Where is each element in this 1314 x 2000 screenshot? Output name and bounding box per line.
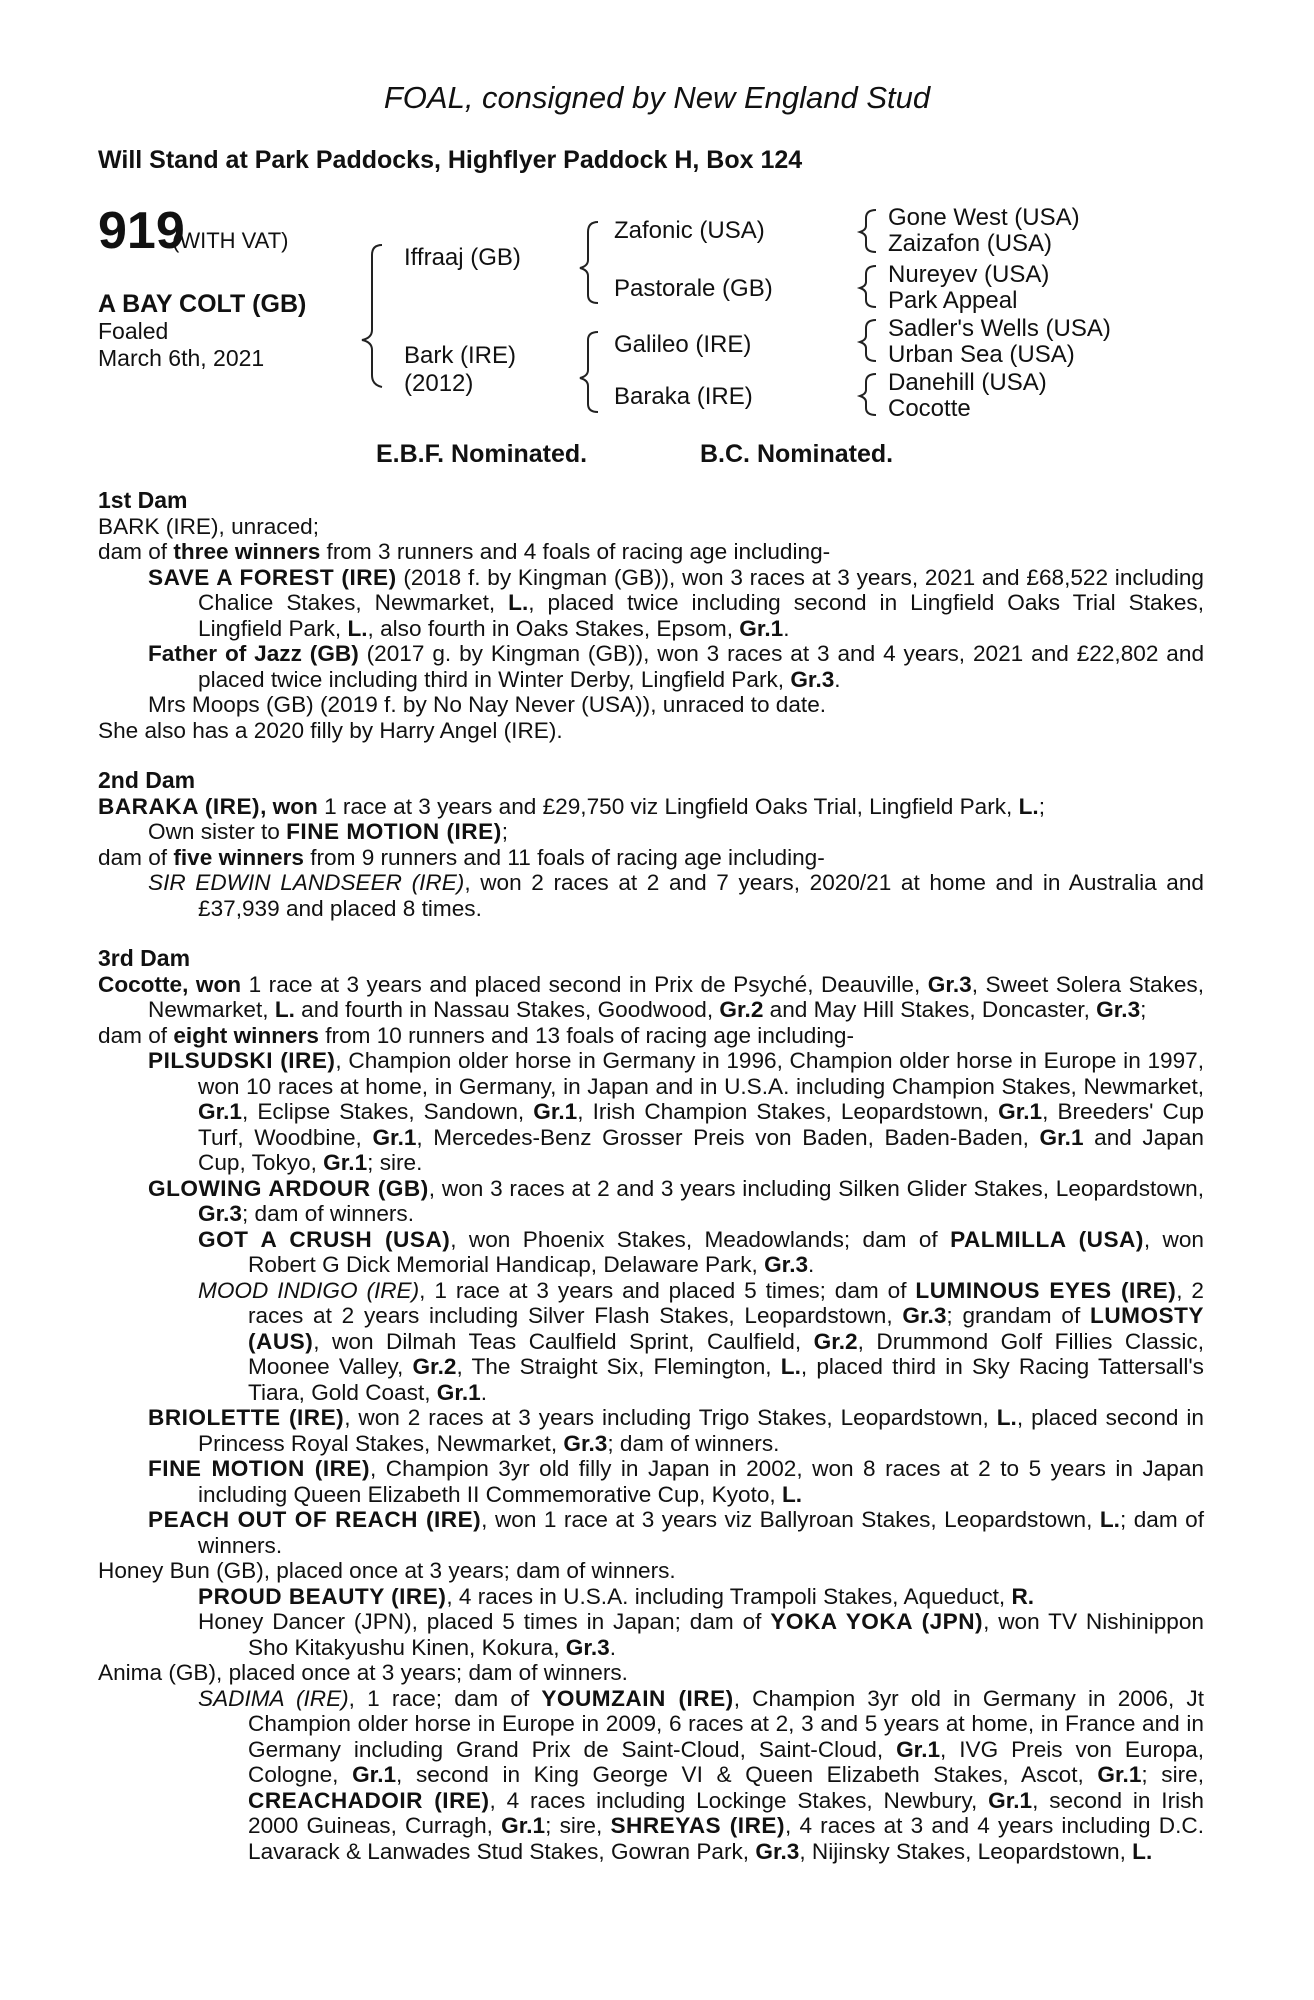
second-dam-progeny-1: SIR EDWIN LANDSEER (IRE), won 2 races at 2 and 7 years, 2020/21 at home and in Australia and £37,939 and placed 8 times. [148,870,1204,921]
brace-gen2-upper [580,222,598,303]
progeny-sadima: SADIMA (IRE), 1 race; dam of YOUMZAIN (IRE), Champion 3yr old in Germany in 2006, Jt Champion older horse in Europe in 2009, 6 races at 2, 3 and 5 years at home, in France and in Germany including Grand Prix de Saint-Cloud, Saint-Cloud, Gr.1, IVG Preis von Europa, Cologne, Gr.1, second in King George VI & Queen Elizabeth Stakes, Ascot, Gr.1; sire, CREACHADOIR (IRE), 4 races including Lockinge Stakes, Newbury, Gr.1, second in Irish 2000 Guineas, Curragh, Gr.1; sire, SHREYAS (IRE), 4 races at 3 and 4 years including D.C. Lavarack & Lanwades Stud Stakes, Gowran Park, Gr.3, Nijinsky Stakes, Leopardstown, L. [198,1685,1204,1864]
brace-gen3-4 [860,374,876,415]
pedigree-g5: Sadler's Wells (USA) [888,315,1111,342]
third-dam-heading: 3rd Dam [98,945,191,971]
brace-gen2-lower [580,332,598,412]
pedigree-dam-dam: Baraka (IRE) [614,383,753,410]
progeny-mood-indigo: MOOD INDIGO (IRE), 1 race at 3 years and placed 5 times; dam of LUMINOUS EYES (IRE), 2 races at 2 years including Silver Flash Stakes, Leopardstown, Gr.3; grandam of LUMOSTY (AUS), won Dilmah Teas Caulfield Sprint, Caulfield, Gr.2, Drummond Golf Fillies Classic, Moonee Valley, Gr.2, The Straight Six, Flemington, L., placed third in Sky Racing Tattersall's Tiara, Gold Coast, Gr.1. [198,1277,1204,1405]
pedigree-sire-dam: Pastorale (GB) [614,275,773,302]
first-dam-note: She also has a 2020 filly by Harry Angel (IRE). [98,717,563,743]
first-dam-progeny-3: Mrs Moops (GB) (2019 f. by No Nay Never (USA)), unraced to date. [148,692,827,717]
stand-location: Will Stand at Park Paddocks, Highflyer Paddock H, Box 124 [98,146,803,174]
foaled-label: Foaled [98,318,169,344]
progeny-proud-beauty: PROUD BEAUTY (IRE), 4 races in U.S.A. including Trampoli Stakes, Aqueduct, R. [198,1583,1035,1609]
bc-nominated: B.C. Nominated. [700,440,894,468]
pedigree-g1: Gone West (USA) [888,204,1080,231]
brace-gen3-1 [860,210,876,252]
pedigree-g4: Park Appeal [888,287,1018,314]
pedigree-dam-year: (2012) [404,370,474,397]
pedigree-g8: Cocotte [888,395,971,422]
progeny-pilsudski: PILSUDSKI (IRE), Champion older horse in Germany in 1996, Champion older horse in Europe in 1997, won 10 races at home, in Germany, in Japan and in U.S.A. including Champion Stakes, Newmarket, Gr.1, Eclipse Stakes, Sandown, Gr.1, Irish Champion Stakes, Leopardstown, Gr.1, Breeders' Cup Turf, Woodbine, Gr.1, Mercedes-Benz Grosser Preis von Baden, Baden-Baden, Gr.1 and Japan Cup, Tokyo, Gr.1; sire. [148,1048,1204,1175]
progeny-honey-bun: Honey Bun (GB), placed once at 3 years; dam of winners. [98,1558,676,1583]
pedigree-g2: Zaizafon (USA) [888,230,1053,257]
first-dam-name: BARK (IRE), unraced; [98,513,319,539]
consignment-line: FOAL, consigned by New England Stud [383,80,931,115]
brace-gen3-2 [860,266,876,307]
first-dam-heading: 1st Dam [98,487,188,513]
brace-gen1 [362,245,382,387]
progeny-honey-dancer: Honey Dancer (JPN), placed 5 times in Japan; dam of YOKA YOKA (JPN), won TV Nishinippon Sho Kitakyushu Kinen, Kokura, Gr.3. [198,1609,1204,1660]
pedigree-dam: Bark (IRE) [404,342,517,369]
pedigree-sire-sire: Zafonic (USA) [614,217,765,244]
pedigree-g7: Danehill (USA) [888,369,1047,396]
lot-number: 919 [98,202,185,260]
catalogue-body [98,488,1204,1864]
progeny-anima: Anima (GB), placed once at 3 years; dam of winners. [98,1660,628,1685]
pedigree-g3: Nureyev (USA) [888,261,1050,288]
third-dam-name: Cocotte, won 1 race at 3 years and placed second in Prix de Psyché, Deauville, Gr.3, Sweet Solera Stakes, Newmarket, L. and fourth in Nassau Stakes, Goodwood, Gr.2 and May Hill Stakes, Doncaster, Gr.3; [98,971,1204,1022]
first-dam-progeny-2: Father of Jazz (GB) (2017 g. by Kingman (GB)), won 3 races at 3 and 4 years, 2021 and £22,802 and placed twice including third in Winter Derby, Lingfield Park, Gr.3. [148,641,1205,692]
second-dam-summary: dam of five winners from 9 runners and 11 foals of racing age including- [98,844,825,870]
second-dam-name: BARAKA (IRE), won 1 race at 3 years and £29,750 viz Lingfield Oaks Trial, Lingfield Park, L.; Own sister to FINE MOTION (IRE); [98,793,1045,844]
second-dam-heading: 2nd Dam [98,767,196,793]
progeny-briolette: BRIOLETTE (IRE), won 2 races at 3 years including Trigo Stakes, Leopardstown, L., placed second in Princess Royal Stakes, Newmarket, Gr.3; dam of winners. [148,1405,1204,1456]
progeny-fine-motion: FINE MOTION (IRE), Champion 3yr old filly in Japan in 2002, won 8 races at 2 to 5 years in Japan including Queen Elizabeth II Commemorative Cup, Kyoto, L. [148,1456,1204,1507]
lot-description: A BAY COLT (GB) [98,290,307,318]
progeny-peach-out-of-reach: PEACH OUT OF REACH (IRE), won 1 race at 3 years viz Ballyroan Stakes, Leopardstown, L.; dam of winners. [148,1507,1204,1558]
foaled-date: March 6th, 2021 [98,345,265,371]
progeny-glowing-ardour: GLOWING ARDOUR (GB), won 3 races at 2 and 3 years including Silken Glider Stakes, Leopardstown, Gr.3; dam of winners. [148,1175,1204,1226]
brace-gen3-3 [860,320,876,361]
first-dam-progeny-1: SAVE A FOREST (IRE) (2018 f. by Kingman (GB)), won 3 races at 3 years, 2021 and £68,522 including Chalice Stakes, Newmarket, L., placed twice including second in Lingfield Oaks Trial Stakes, Lingfield Park, L., also fourth in Oaks Stakes, Epsom, Gr.1. [148,564,1204,641]
first-dam-summary: dam of three winners from 3 runners and 4 foals of racing age including- [98,539,831,564]
pedigree-dam-sire: Galileo (IRE) [614,331,752,358]
third-dam-summary: dam of eight winners from 10 runners and 13 foals of racing age including- [98,1022,855,1048]
progeny-got-a-crush: GOT A CRUSH (USA), won Phoenix Stakes, Meadowlands; dam of PALMILLA (USA), won Robert G Dick Memorial Handicap, Delaware Park, Gr.3. [198,1226,1204,1277]
pedigree-sire: Iffraaj (GB) [404,244,521,271]
vat-label: (WITH VAT) [172,228,289,253]
pedigree-g6: Urban Sea (USA) [888,341,1075,368]
ebf-nominated: E.B.F. Nominated. [376,440,588,468]
